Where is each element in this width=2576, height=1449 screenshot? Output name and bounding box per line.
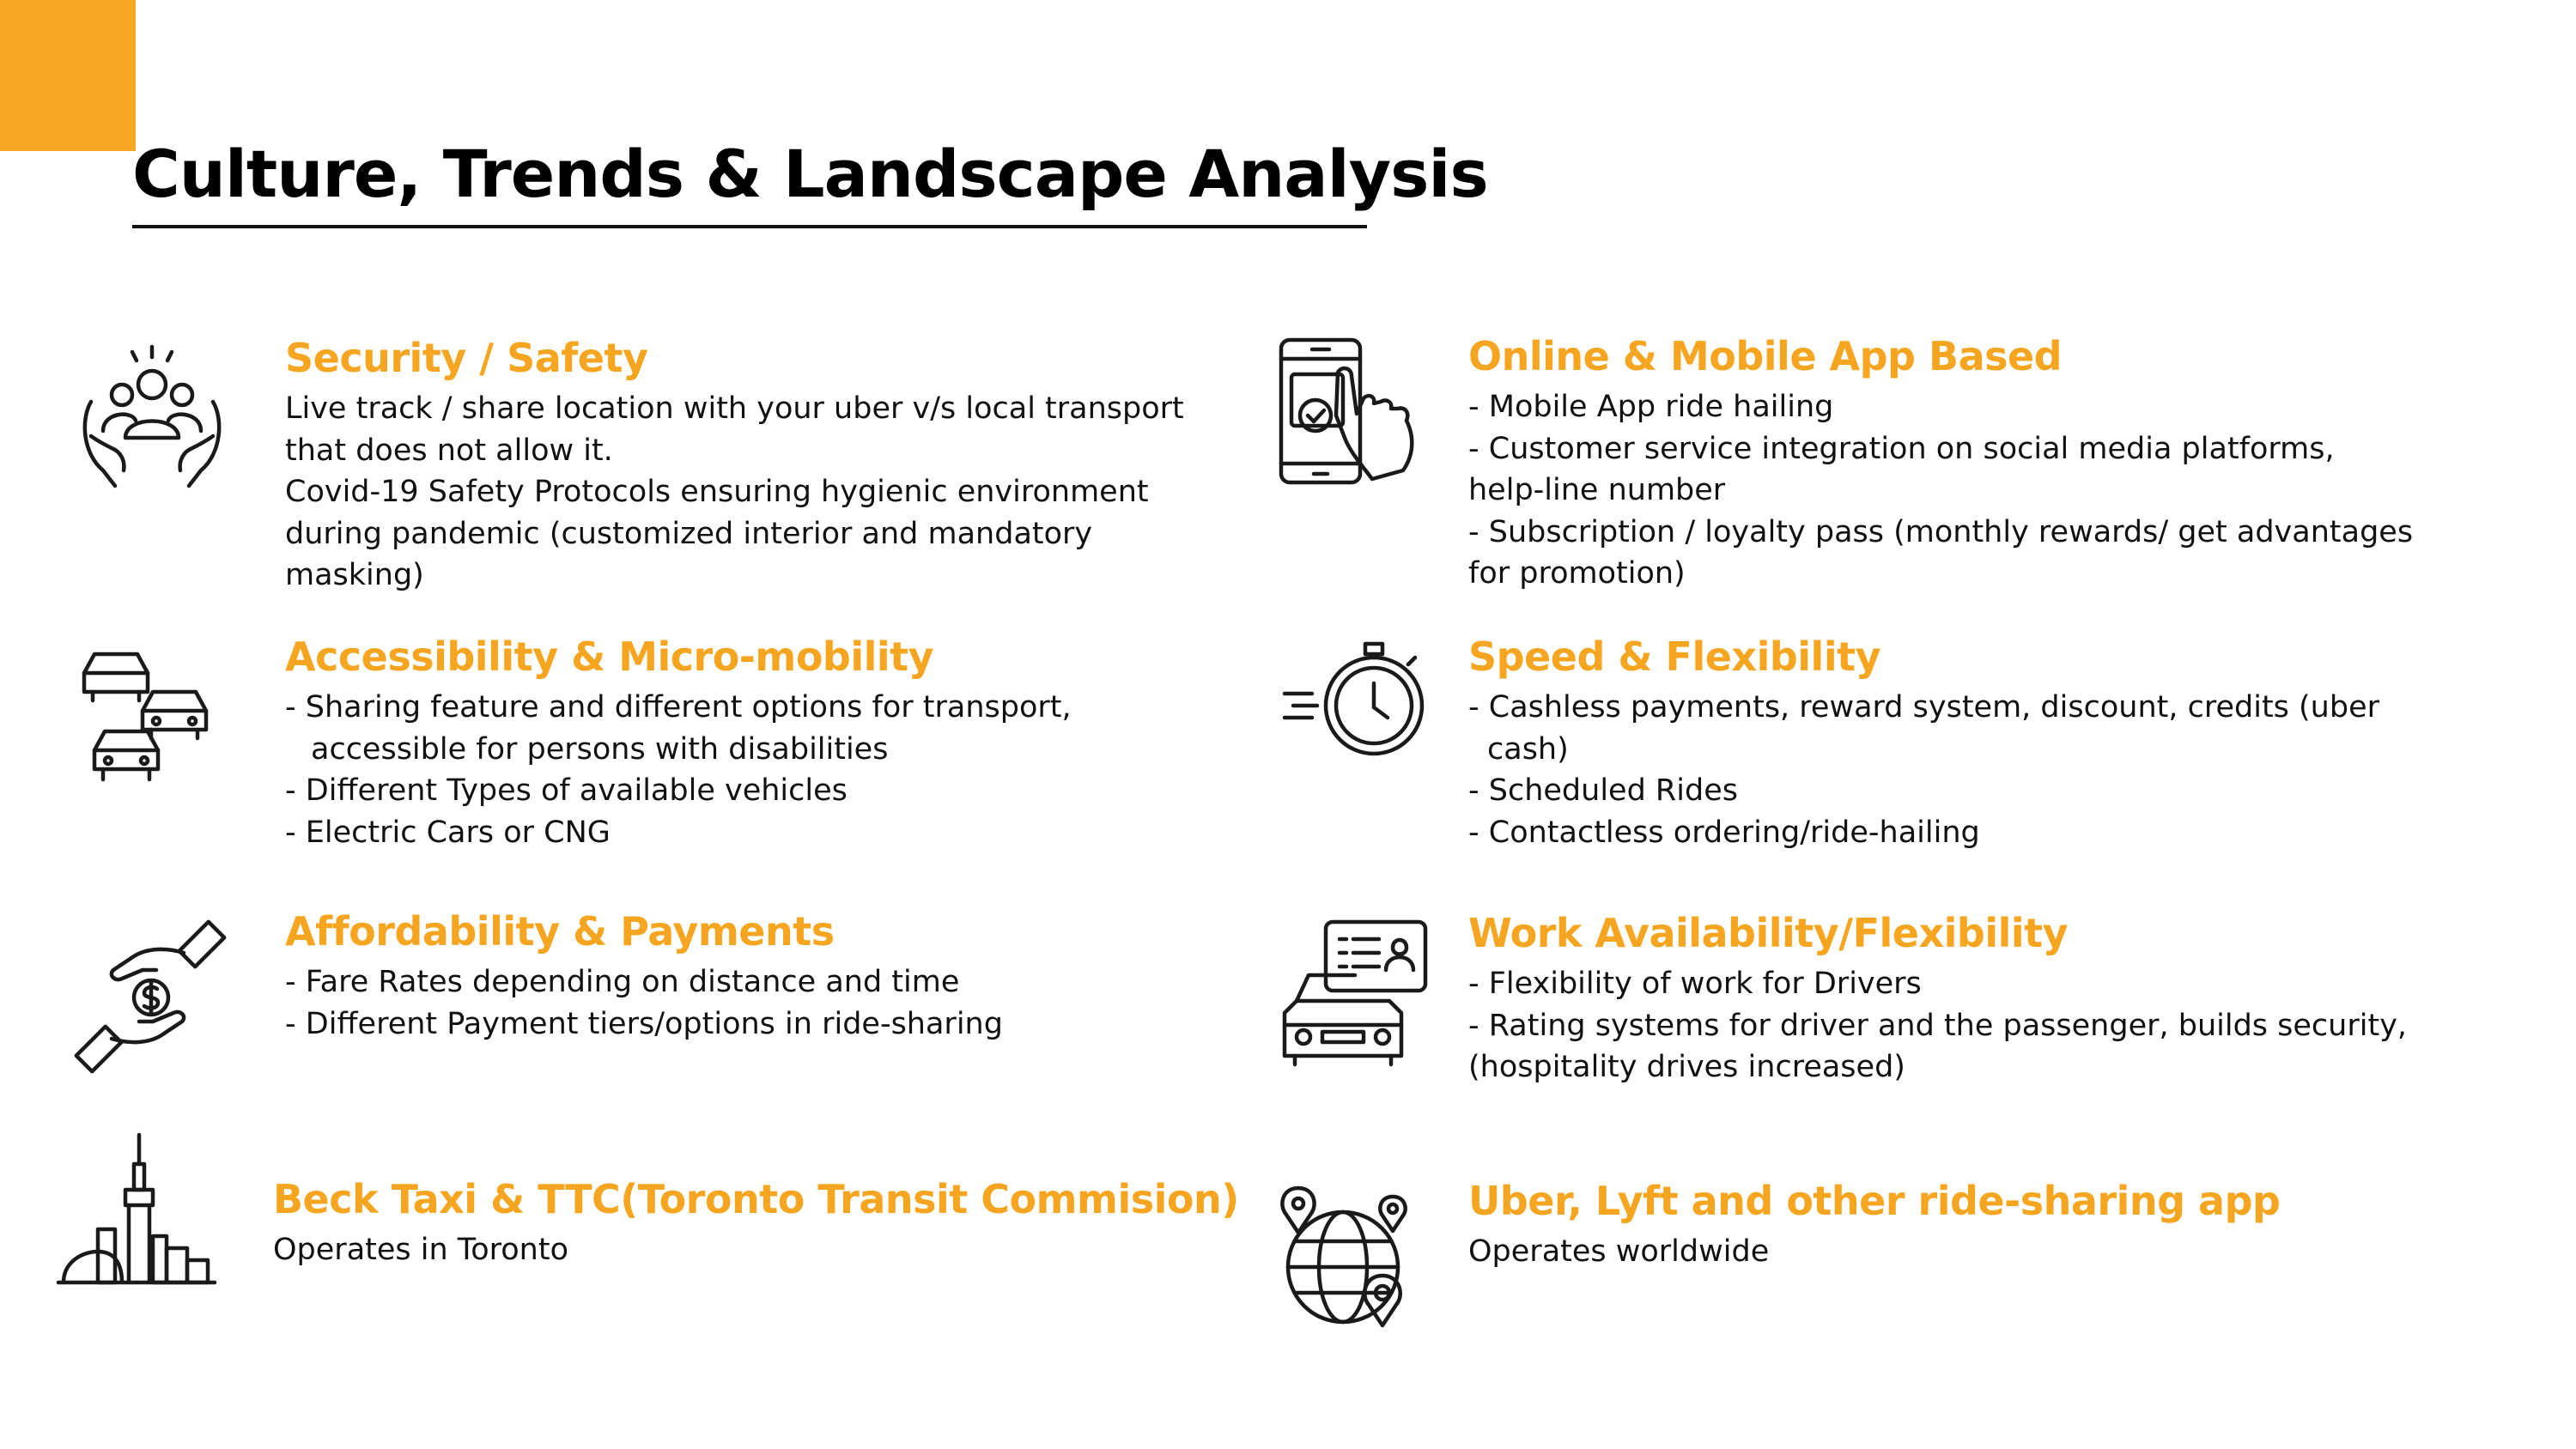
online-mobile-heading: Online & Mobile App Based: [1468, 333, 2063, 379]
ride-sharing-heading: Uber, Lyft and other ride-sharing app: [1468, 1178, 2281, 1224]
driver-car-icon: [1279, 919, 1431, 1066]
hand-payment-icon: [74, 919, 228, 1075]
online-mobile-block: [1468, 331, 2413, 595]
cars-traffic-icon: [77, 640, 225, 788]
globe-location-icon: [1276, 1185, 1427, 1336]
accessibility-block: [285, 632, 1072, 853]
accessibility-line-1: - Sharing feature and different options for transport,: [285, 690, 1072, 724]
security-safety-block: [285, 333, 1184, 597]
speed-flexibility-heading: Speed & Flexibility: [1468, 634, 1881, 680]
title-underline: [132, 225, 1367, 228]
work-line-3: (hospitality drives increased): [1468, 1050, 1905, 1084]
speed-line-3: - Scheduled Rides: [1468, 773, 1738, 808]
protected-people-icon: [72, 342, 232, 498]
affordability-heading: Affordability & Payments: [285, 908, 835, 955]
beck-taxi-block: [273, 1174, 1239, 1271]
speed-line-4: - Contactless ordering/ride-hailing: [1468, 815, 1980, 850]
accessibility-heading: Accessibility & Micro-mobility: [285, 634, 934, 680]
security-line-3: Covid-19 Safety Protocols ensuring hygienic environment: [285, 475, 1149, 509]
work-availability-block: [1468, 908, 2407, 1088]
mobile-touch-icon: [1278, 336, 1427, 488]
affordability-line-1: - Fare Rates depending on distance and time: [285, 965, 960, 999]
speed-flexibility-block: [1468, 632, 2379, 853]
security-line-4: during pandemic (customized interior and mandatory: [285, 516, 1093, 551]
online-line-3: help-line number: [1468, 473, 1726, 507]
ride-sharing-line-1: Operates worldwide: [1468, 1234, 1770, 1269]
toronto-skyline-icon: [57, 1133, 216, 1284]
online-line-2: - Customer service integration on social media platforms,: [1468, 431, 2335, 466]
accessibility-line-3: - Different Types of available vehicles: [285, 773, 848, 808]
work-line-1: - Flexibility of work for Drivers: [1468, 967, 1922, 1001]
security-line-2: that does not allow it.: [285, 433, 613, 468]
affordability-line-2: - Different Payment tiers/options in ride-sharing: [285, 1006, 1003, 1041]
page-title: Culture, Trends & Landscape Analysis: [132, 136, 1488, 212]
affordability-block: [285, 906, 1003, 1045]
beck-taxi-line-1: Operates in Toronto: [273, 1233, 568, 1267]
speed-line-2: cash): [1487, 731, 1569, 767]
work-availability-heading: Work Availability/Flexibility: [1468, 910, 2069, 956]
ride-sharing-block: [1468, 1176, 2280, 1273]
security-safety-heading: Security / Safety: [285, 335, 648, 381]
work-line-2: - Rating systems for driver and the passenger, builds security,: [1468, 1008, 2408, 1043]
speed-line-1: - Cashless payments, reward system, discount, credits (uber: [1468, 690, 2380, 724]
online-line-5: for promotion): [1468, 556, 1686, 591]
stopwatch-icon: [1283, 640, 1429, 757]
online-line-4: - Subscription / loyalty pass (monthly rewards/ get advantages: [1468, 514, 2414, 549]
online-line-1: - Mobile App ride hailing: [1468, 390, 1834, 424]
accessibility-line-2: accessible for persons with disabilities: [311, 731, 889, 767]
security-line-1: Live track / share location with your uber v/s local transport: [285, 391, 1184, 426]
security-line-5: masking): [285, 558, 424, 592]
beck-taxi-heading: Beck Taxi & TTC(Toronto Transit Commision): [273, 1176, 1239, 1222]
accessibility-line-4: - Electric Cars or CNG: [285, 815, 611, 850]
accent-corner-block: [0, 0, 136, 151]
